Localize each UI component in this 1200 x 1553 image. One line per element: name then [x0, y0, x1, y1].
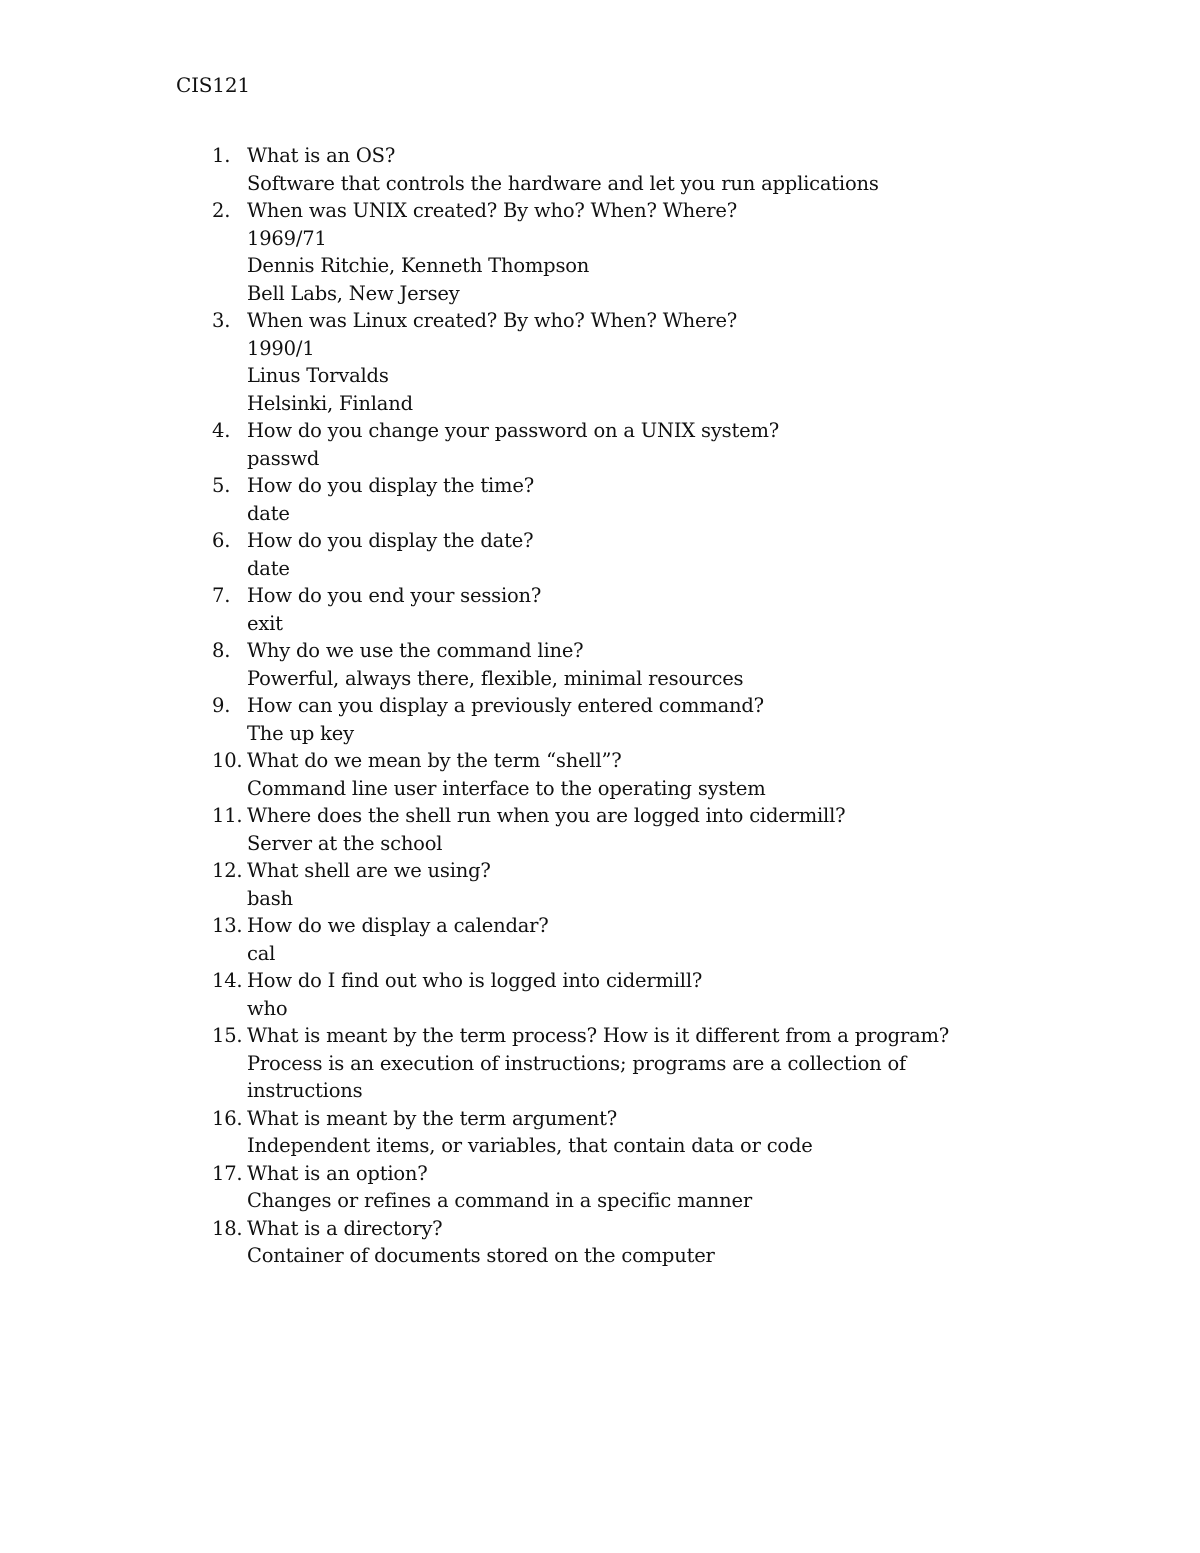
list-item	[0, 307, 1200, 417]
question-text: Where does the shell run when you are logged into cidermill?	[247, 804, 846, 827]
answer-text: who	[247, 996, 288, 1020]
list-item	[0, 197, 1200, 307]
answer-text: bash	[247, 886, 293, 910]
answer-text: passwd	[247, 446, 320, 470]
answer-text: Changes or refines a command in a specific manner	[247, 1189, 752, 1212]
item-number: 12.	[212, 859, 243, 882]
question-text: When was UNIX created? By who? When? Where?	[247, 199, 738, 222]
item-number: 13.	[212, 914, 243, 937]
question-text: What is a directory?	[247, 1216, 443, 1240]
answer-text: The up key	[247, 721, 354, 745]
item-number: 11.	[212, 804, 243, 827]
item-number: 14.	[212, 969, 243, 992]
item-number: 10.	[212, 749, 243, 772]
list-item	[0, 472, 1200, 527]
answer-text: 1990/1	[247, 336, 315, 360]
answer-text: Dennis Ritchie, Kenneth Thompson	[247, 254, 590, 277]
question-text: How do you display the time?	[247, 474, 534, 497]
item-number: 2.	[212, 199, 231, 222]
list-item	[0, 637, 1200, 692]
item-number: 3.	[212, 309, 231, 332]
item-number: 5.	[212, 474, 231, 497]
answer-text: Linus Torvalds	[247, 364, 389, 387]
question-text: How do you display the date?	[247, 529, 534, 552]
question-text: How do I find out who is logged into cidermill?	[247, 969, 703, 992]
list-item	[0, 1160, 1200, 1215]
list-item	[0, 1105, 1200, 1160]
item-number: 17.	[212, 1161, 243, 1185]
item-number: 4.	[212, 419, 231, 442]
question-text: Why do we use the command line?	[247, 639, 584, 662]
question-text: What is an OS?	[247, 144, 396, 167]
question-text: When was Linux created? By who? When? Where?	[247, 309, 738, 332]
answer-text: Server at the school	[247, 831, 443, 855]
item-number: 1.	[212, 144, 231, 167]
answer-text: date	[247, 501, 290, 525]
list-item	[0, 527, 1200, 582]
list-item	[0, 967, 1200, 1022]
item-number: 7.	[212, 584, 231, 607]
list-item	[0, 912, 1200, 967]
question-text: What do we mean by the term “shell”?	[247, 749, 622, 772]
answer-text: instructions	[247, 1079, 363, 1102]
answer-text: Helsinki, Finland	[247, 391, 413, 415]
item-number: 6.	[212, 529, 231, 552]
question-text: What is meant by the term process? How is it different from a program?	[247, 1024, 950, 1047]
answer-text: Bell Labs, New Jersey	[247, 281, 460, 305]
item-number: 9.	[212, 694, 231, 717]
question-text: What shell are we using?	[247, 859, 491, 882]
answer-text: Software that controls the hardware and let you run applications	[247, 171, 879, 195]
question-text: How do you end your session?	[247, 584, 542, 607]
document-title: CIS121	[176, 73, 250, 97]
answer-text: cal	[247, 941, 276, 965]
answer-text: Container of documents stored on the computer	[247, 1244, 715, 1267]
answer-text: 1969/71	[247, 226, 327, 250]
list-item	[0, 747, 1200, 802]
list-item	[0, 417, 1200, 472]
question-text: How do we display a calendar?	[247, 914, 549, 937]
list-item	[0, 692, 1200, 747]
answer-text: Powerful, always there, flexible, minimal resources	[247, 666, 744, 690]
list-item	[0, 1022, 1200, 1105]
answer-text: exit	[247, 611, 283, 635]
item-number: 15.	[212, 1024, 243, 1047]
answer-text: date	[247, 556, 290, 580]
list-item	[0, 802, 1200, 857]
answer-text: Independent items, or variables, that contain data or code	[247, 1134, 813, 1157]
item-number: 16.	[212, 1106, 243, 1130]
item-number: 18.	[212, 1216, 243, 1240]
question-text: How can you display a previously entered command?	[247, 694, 764, 717]
question-text: How do you change your password on a UNIX system?	[247, 419, 780, 442]
item-number: 8.	[212, 639, 231, 662]
list-item	[0, 142, 1200, 197]
answer-text: Process is an execution of instructions; programs are a collection of	[247, 1051, 907, 1075]
list-item	[0, 857, 1200, 912]
list-item	[0, 582, 1200, 637]
answer-text: Command line user interface to the operating system	[247, 776, 766, 800]
question-text: What is an option?	[247, 1161, 428, 1185]
qa-list	[0, 142, 1200, 1270]
list-item	[0, 1215, 1200, 1270]
question-text: What is meant by the term argument?	[247, 1106, 618, 1130]
